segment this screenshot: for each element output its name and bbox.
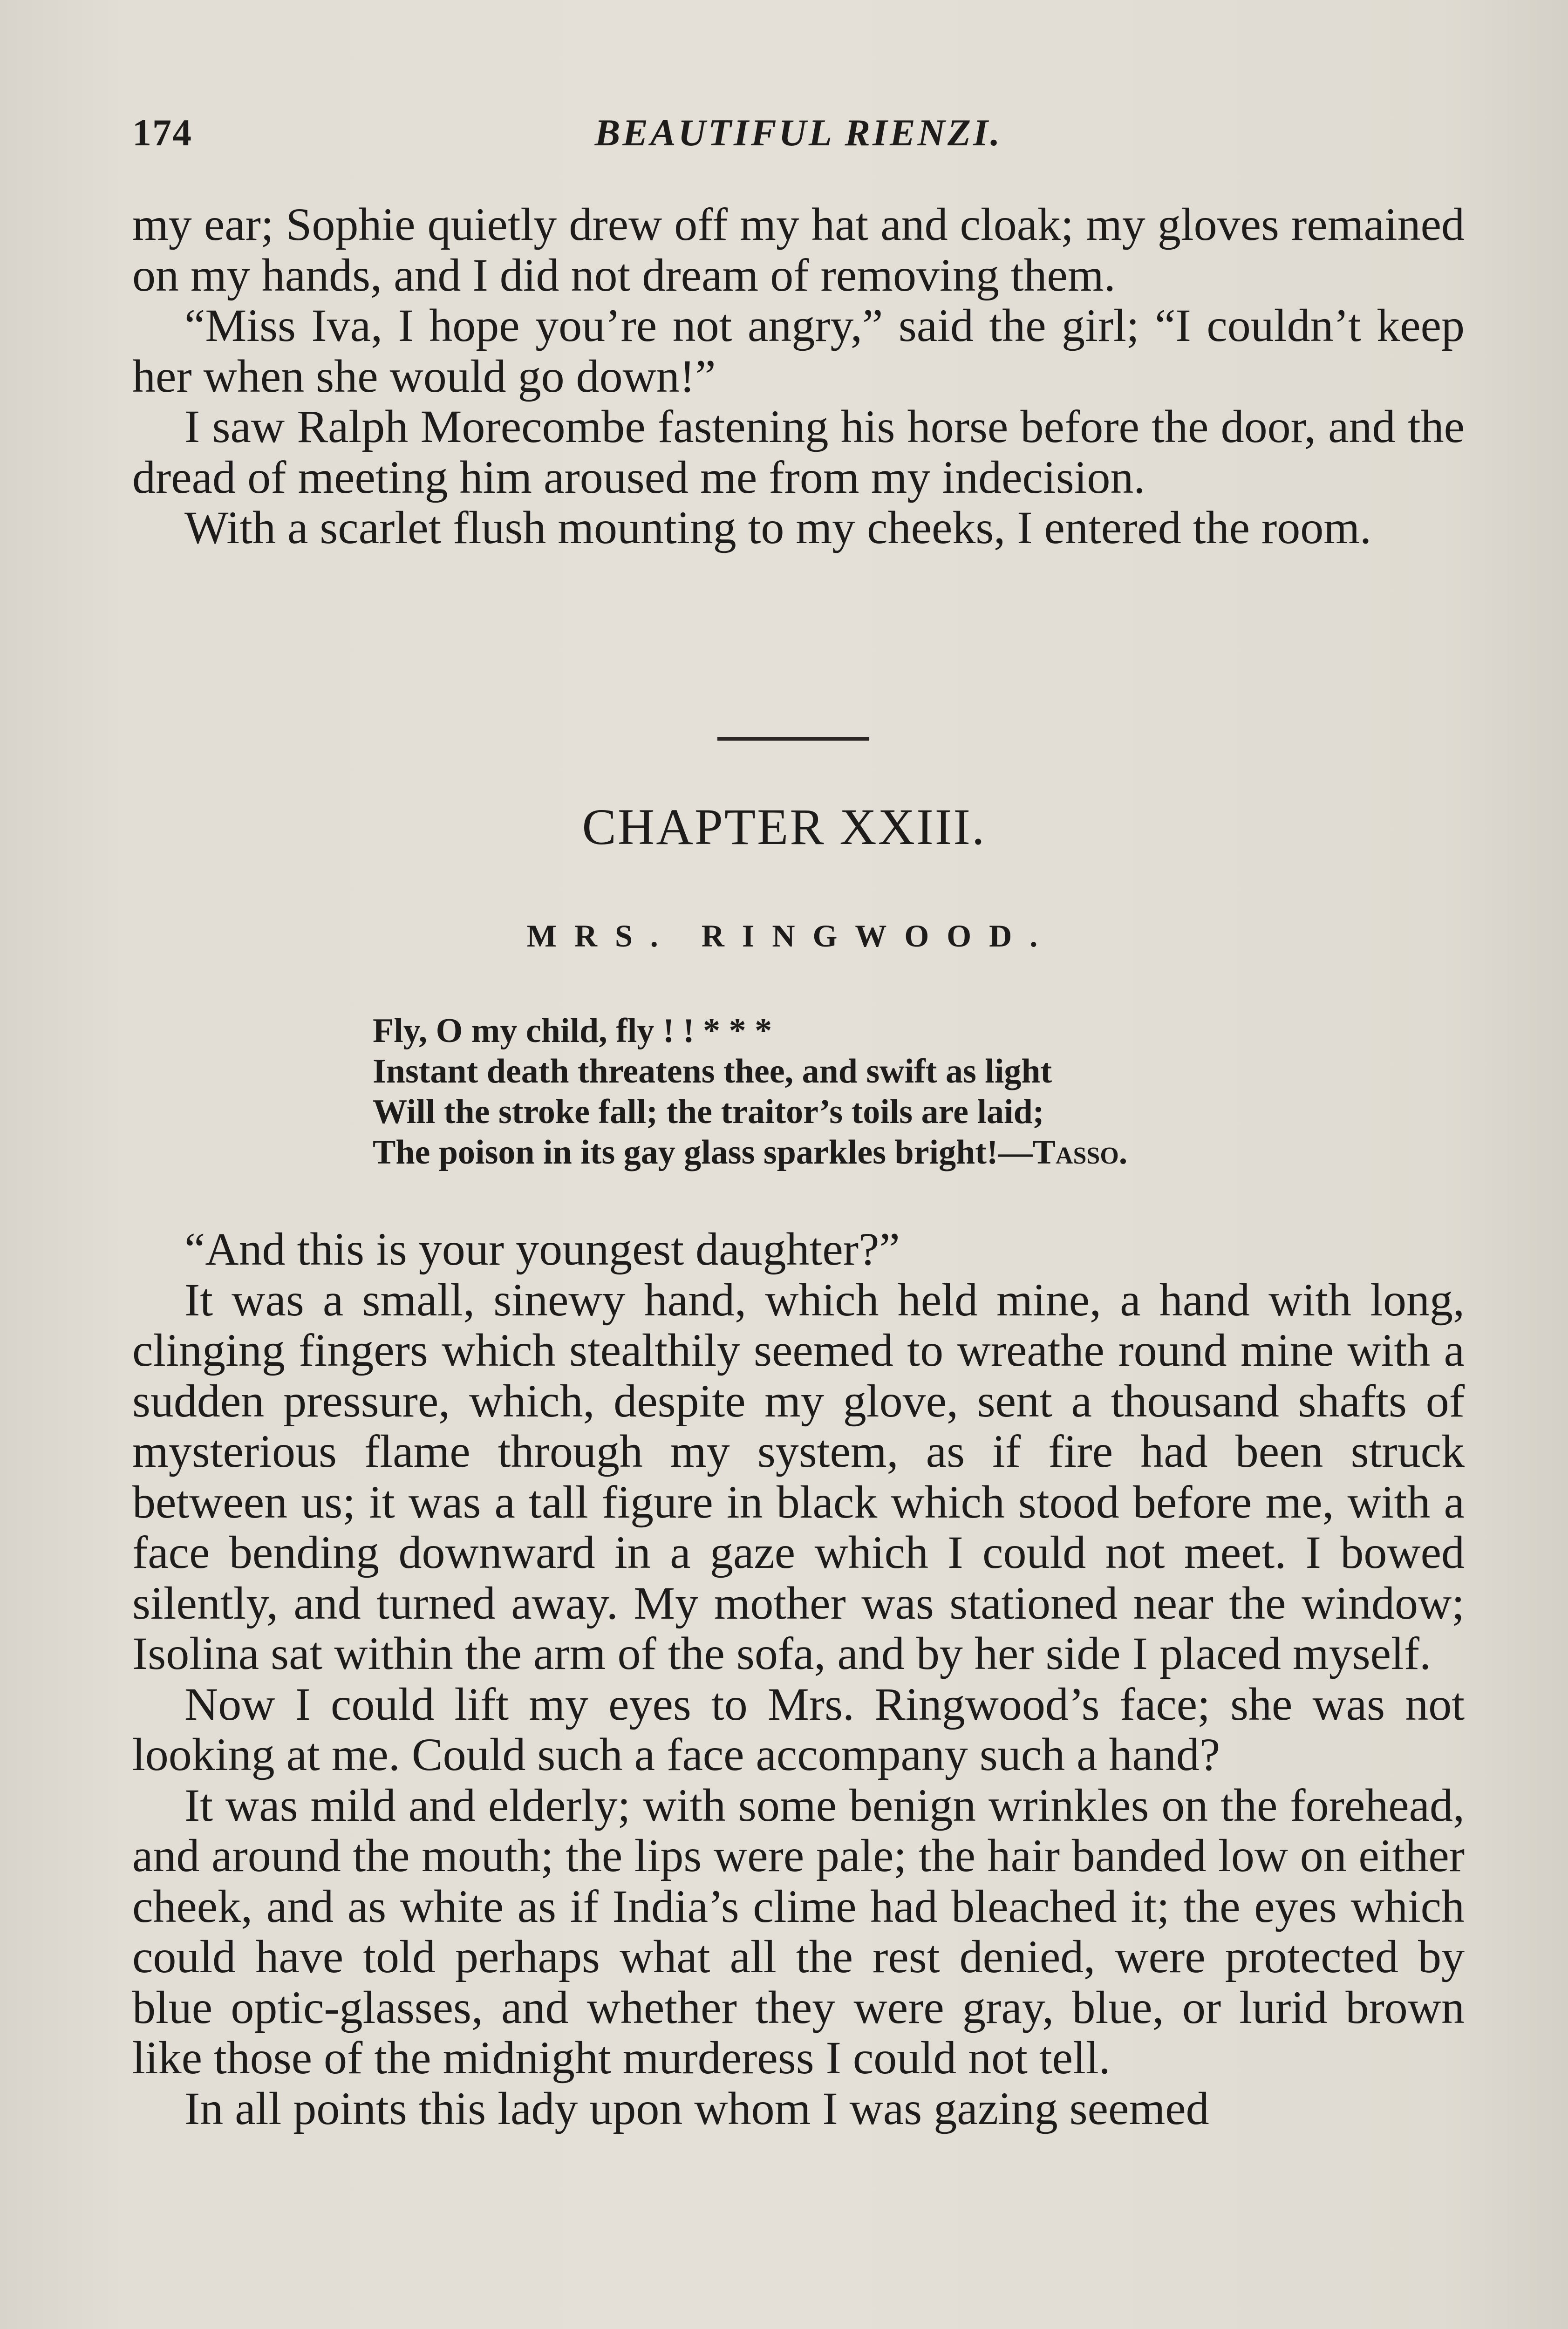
- paragraph: [132, 300, 1465, 402]
- paragraph-text: I saw Ralph Morecombe fastening his horse before the door, and the dread of meeting him aroused me from my indecision.: [132, 401, 1465, 503]
- epigraph-line-text: The poison in its gay glass sparkles bright!—: [373, 1133, 1033, 1171]
- paragraph: [132, 199, 1465, 300]
- paragraph-text: It was mild and elderly; with some benign wrinkles on the forehead, and around the mouth; the lips were pale; the hair banded low on either cheek, and as white as if India’s clime had bleached it; the eyes which could have told perhaps what all the rest denied, were protected by blue optic-glasses, and whether they were gray, blue, or lurid brown like those of the midnight murderess I could not tell.: [132, 1779, 1465, 2084]
- text-block-before-chapter: [132, 199, 1465, 553]
- paragraph: [132, 503, 1465, 553]
- text-block-chapter-body: [132, 1224, 1465, 2134]
- epigraph-line: Fly, O my child, fly ! ! * * *: [373, 1012, 772, 1050]
- page-number: 174: [132, 111, 192, 154]
- paragraph-text: “Miss Iva, I hope you’re not angry,” said the girl; “I couldn’t keep her when she would go down!”: [132, 300, 1465, 402]
- paragraph: [132, 1275, 1465, 1679]
- running-head: BEAUTIFUL RIENZI.: [594, 111, 1002, 154]
- paragraph-text: “And this is your youngest daughter?”: [184, 1223, 900, 1275]
- paragraph: [132, 1224, 1465, 1275]
- paragraph-text: In all points this lady upon whom I was gazing seemed: [184, 2082, 1209, 2134]
- paragraph: [132, 1679, 1465, 1780]
- paragraph-text: It was a small, sinewy hand, which held mine, a hand with long, clinging fingers which stealthily seemed to wreathe round mine with a sudden pressure, which, despite my glove, sent a thousand shafts of mysterious flame through my system, as if fire had been struck between us; it was a tall figure in black which stood before me, with a face bending downward in a gaze which I could not meet. I bowed silently, and turned away. My mother was stationed near the window; Isolina sat within the arm of the sofa, and by her side I placed myself.: [132, 1273, 1465, 1679]
- paragraph: [132, 1780, 1465, 2084]
- page-header: [132, 111, 1465, 162]
- epigraph-line: Will the stroke fall; the traitor’s toils are laid;: [373, 1093, 1044, 1131]
- chapter-subtitle: MRS. RINGWOOD.: [526, 918, 1056, 953]
- epigraph-author: Tasso.: [1032, 1133, 1128, 1171]
- epigraph: [373, 1011, 1398, 1173]
- epigraph-line: [373, 1132, 1398, 1173]
- paragraph: [132, 402, 1465, 503]
- section-divider: [717, 737, 869, 741]
- paragraph: [132, 2084, 1465, 2134]
- paragraph-text: With a scarlet flush mounting to my cheeks, I entered the room.: [184, 502, 1372, 553]
- paragraph-text: Now I could lift my eyes to Mrs. Ringwood’s face; she was not looking at me. Could such a face accompany such a hand?: [132, 1678, 1465, 1780]
- chapter-title: CHAPTER XXIII.: [582, 798, 986, 855]
- epigraph-line: Instant death threatens thee, and swift as light: [373, 1052, 1052, 1090]
- paragraph-text: my ear; Sophie quietly drew off my hat and cloak; my gloves remained on my hands, and I did not dream of removing them.: [132, 198, 1465, 301]
